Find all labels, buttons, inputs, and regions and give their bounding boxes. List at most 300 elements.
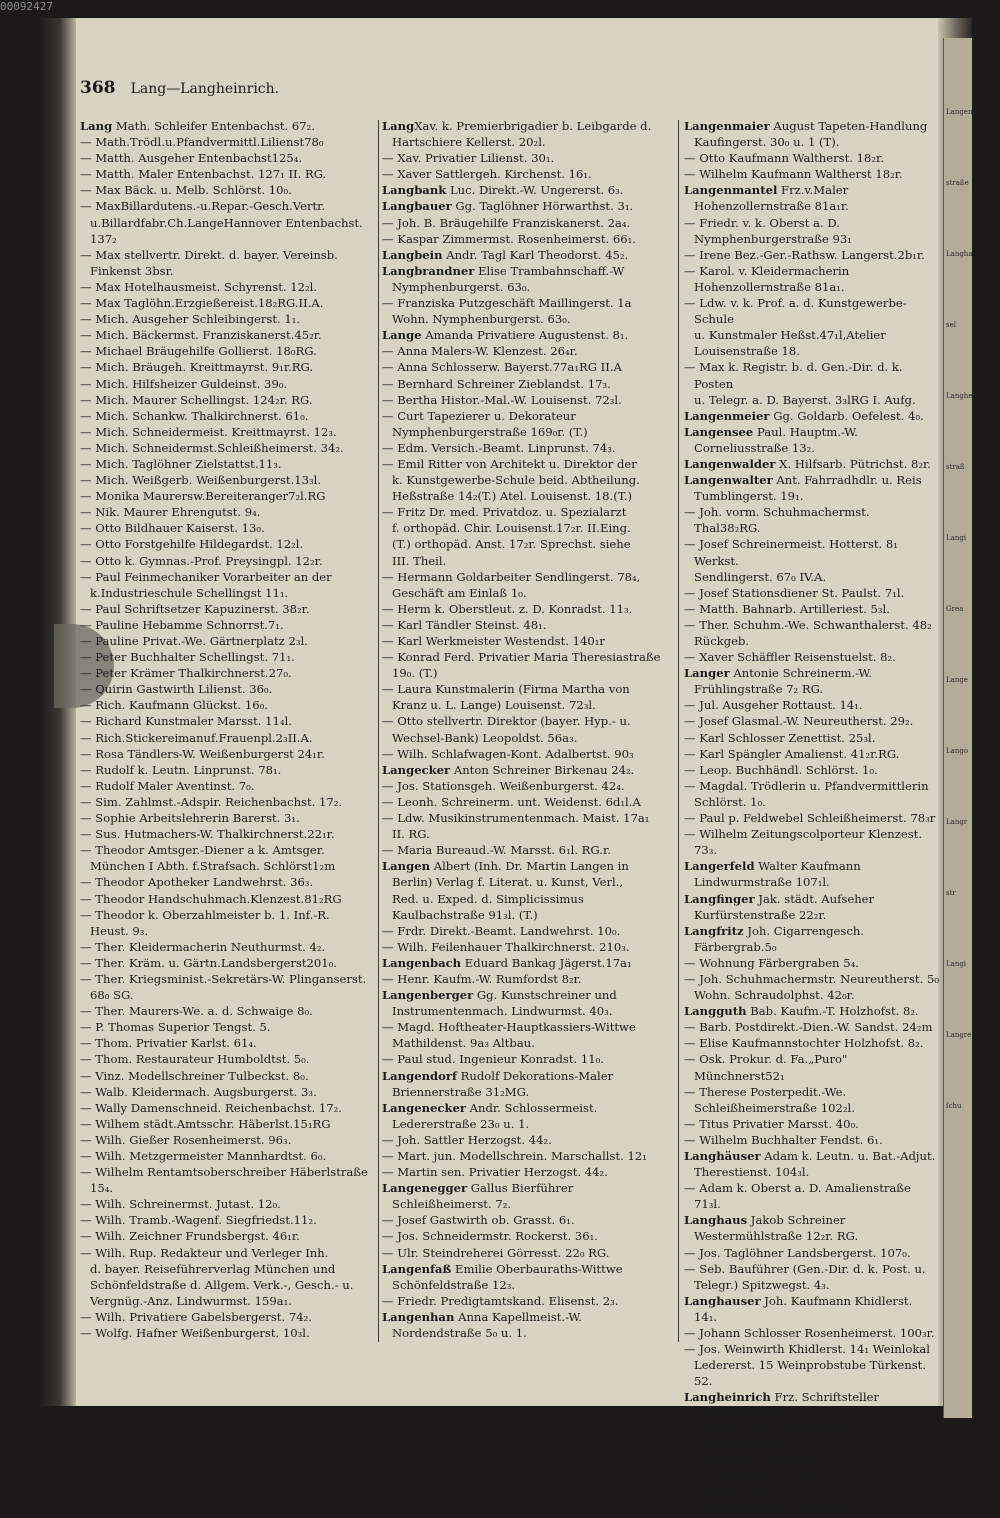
directory-entry <box>80 1116 380 1132</box>
entry-text: Gallus Bierführer Schleißheimerst. 7₂. <box>392 1181 574 1212</box>
directory-entry <box>80 601 380 617</box>
entry-text: — Bernhard Schreiner Zieblandst. 17₃. <box>382 376 611 391</box>
entry-text: Joh. Cigarrengesch. Färbergrab.5₀ <box>694 923 864 954</box>
entry-text: — Mich. Maurer Schellingst. 124₂r. RG. <box>80 392 313 407</box>
entry-text: — Wilh. Tramb.-Wagenf. Siegfriedst.11₂. <box>80 1213 317 1228</box>
directory-entry <box>684 1454 939 1470</box>
directory-column-right <box>684 118 939 1518</box>
surname-heading: Langenwalter <box>684 473 773 488</box>
entry-text: — Therese Posterpedit.-We. Schleißheimerstraße 102₂l. <box>684 1084 855 1115</box>
directory-entry <box>80 955 380 971</box>
directory-entry <box>80 891 380 907</box>
entry-text: Andr. Schlossermeist. Ledererstraße 23₀ u. 1. <box>392 1100 598 1131</box>
directory-entry <box>382 955 674 971</box>
adjacent-page-fragment: Grea <box>946 605 964 613</box>
entry-text: — Josef Glasmal.-W. Neureutherst. 29₂. <box>684 714 914 729</box>
entry-text: — Osk. Prokur. d. Fa.„Puro" Münchnerst52₁ <box>684 1052 848 1083</box>
directory-entry <box>382 778 674 794</box>
directory-entry <box>382 1309 674 1341</box>
directory-entry <box>684 1293 939 1325</box>
entry-text: — Joh. Maler Tulbeckst. 3₂. <box>684 1454 845 1469</box>
entry-text: — Otto Forstgehilfe Hildegardst. 12₂l. <box>80 537 304 552</box>
directory-entry <box>382 359 674 375</box>
entry-text: — Max stellvertr. Direkt. d. bayer. Vereinsb. Finkenst 3bsr. <box>80 247 338 278</box>
entry-text: — Ida Gen.-Dir.-Oberverw.-W. Augustenstraße 71₃ <box>684 1422 856 1453</box>
directory-entry <box>80 295 380 311</box>
entry-text: — Theodor Amtsger.-Diener a k. Amtsger. München I Abth. f.Strafsach. Schlörst1₂m <box>80 843 336 874</box>
directory-entry <box>382 182 674 198</box>
entry-text: — Vinz. Modellschreiner Tulbeckst. 8₀. <box>80 1068 309 1083</box>
directory-entry <box>382 762 674 778</box>
entry-text: Eduard Bankag Jägerst.17a₁ <box>461 955 632 970</box>
surname-heading: Langenbach <box>382 955 462 970</box>
directory-entry <box>80 182 380 198</box>
entry-text: — Mich. Bäckermst. Franziskanerst.45₂r. <box>80 328 322 343</box>
surname-heading: Langbrandner <box>382 263 475 278</box>
directory-entry <box>382 392 674 408</box>
directory-entry <box>80 1325 380 1341</box>
entry-text: — Otto stellvertr. Direktor (bayer. Hyp.- u. Wechsel-Bank) Leopoldst. 56a₃. <box>382 714 631 745</box>
entry-text: — Frdr. Direkt.-Beamt. Landwehrst. 10₀. <box>382 923 621 938</box>
adjacent-page-fragment: Langen <box>946 108 973 116</box>
surname-heading: Langbein <box>382 247 443 262</box>
directory-entry <box>684 1132 939 1148</box>
directory-entry <box>684 923 939 955</box>
adjacent-page-fragment: straß <box>946 463 965 471</box>
entry-text: Frz.v.Maler Hohenzollernstraße 81a₁r. <box>694 183 849 214</box>
column-divider <box>678 120 679 1342</box>
entry-text: — Henr. Kaufm.-W. Rumfordst 8₂r. <box>382 971 582 986</box>
directory-entry <box>684 1084 939 1116</box>
directory-entry <box>684 665 939 697</box>
directory-entry <box>684 1341 939 1389</box>
entry-text: — Sophie Arbeitslehrerin Barerst. 3₁. <box>80 811 300 826</box>
directory-entry <box>684 1212 939 1244</box>
entry-text: — Joh. Sattler Herzogst. 44₂. <box>382 1132 552 1147</box>
entry-text: — Monika Maurersw.Bereiteranger7₂l.RG <box>80 489 326 504</box>
surname-heading: Langbank <box>382 183 447 198</box>
directory-entry <box>80 665 380 681</box>
entry-text: — Theodor k. Oberzahlmeister b. 1. Inf.-R. Heust. 9₃. <box>80 907 330 938</box>
entry-text: — Jul. Ausgeher Rottaust. 14₁. <box>684 698 863 713</box>
directory-entry <box>684 1148 939 1180</box>
directory-entry <box>382 858 674 922</box>
directory-entry <box>80 311 380 327</box>
surname-heading: Lang <box>382 119 415 133</box>
directory-entry <box>684 215 939 247</box>
entry-text: — Max Hotelhausmeist. Schyrenst. 12₂l. <box>80 279 318 294</box>
directory-entry <box>80 939 380 955</box>
entry-text: — Joh. vorm. Schuhmachermst. Thal38₂RG. <box>684 505 870 536</box>
entry-text: Adam k. Leutn. u. Bat.-Adjut. Therestienst. 104₃l. <box>694 1149 936 1180</box>
entry-text: — Curt Tapezierer u. Dekorateur Nymphenburgerstraße 169₀r. (T.) <box>382 408 588 439</box>
entry-text: — Josef Gastwirth ob. Grasst. 6₁. <box>382 1213 575 1228</box>
entry-text: — Ther. Schuhm.-We. Schwanthalerst. 48₂ Rückgeb. <box>684 617 932 648</box>
directory-entry <box>684 810 939 826</box>
directory-entry <box>684 649 939 665</box>
entry-text: — Max Bäck. u. Melb. Schlörst. 10₀. <box>80 183 292 198</box>
entry-text: — Wally Damenschneid. Reichenbachst. 17₂. <box>80 1100 342 1115</box>
directory-entry <box>684 697 939 713</box>
entry-text: Amanda Privatiere Augustenst. 8₁. <box>421 328 629 343</box>
entry-text: — Wilh. Zeichner Frundsbergst. 46₁r. <box>80 1229 300 1244</box>
surname-heading: Langenhan <box>382 1309 455 1324</box>
entry-text: — Wilh. Feilenhauer Thalkirchnerst. 210₃. <box>382 939 630 954</box>
entry-text: — Paul Schriftsetzer Kapuzinerst. 38₂r. <box>80 601 310 616</box>
surname-heading: Langer <box>684 666 730 681</box>
directory-entry <box>684 536 939 584</box>
directory-entry <box>382 713 674 745</box>
directory-entry <box>382 1261 674 1293</box>
entry-text: — Ther. Kleidermacherin Neuthurmst. 4₂. <box>80 939 326 954</box>
entry-text: — Otto Kaufmann Waltherst. 18₂r. <box>684 151 885 166</box>
directory-entry <box>80 488 380 504</box>
book-spine-shadow <box>40 18 76 1406</box>
directory-entry <box>684 456 939 472</box>
entry-text: Ant. Fahrradhdlr. u. Reis Tumblingerst. 19₁. <box>694 473 922 504</box>
entry-text: — MaxBillardutens.-u.Repar.-Gesch.Vertr. u.Billardfabr.Ch.LangeHannover Entenbachst. 137₂ <box>80 199 363 246</box>
entry-text: — Karol. v. Kleidermacherin Hohenzollernstraße 81a₁. <box>684 263 850 294</box>
directory-entry <box>80 697 380 713</box>
directory-entry <box>684 504 939 536</box>
entry-text: — Adam k. Oberst a. D. Amalienstraße 71₃l. <box>684 1181 911 1212</box>
entry-text: — Rich. Kaufmann Glückst. 16₀. <box>80 698 268 713</box>
entry-text: — Paul Feinmechaniker Vorarbeiter an der k.Industrieschule Schellingst 11₁. <box>80 569 332 600</box>
directory-entry <box>684 1116 939 1132</box>
directory-entry <box>80 1084 380 1100</box>
entry-text: — Ldw. Musikinstrumentenmach. Maist. 17a₁ II. RG. <box>382 811 650 842</box>
adjacent-page-fragment: Langhe <box>946 392 973 400</box>
directory-entry <box>382 1148 674 1164</box>
surname-heading: Langfinger <box>684 891 755 906</box>
directory-entry <box>80 746 380 762</box>
entry-text: — Peter Krämer Thalkirchnerst.27₀. <box>80 666 292 681</box>
directory-entry <box>80 1164 380 1196</box>
directory-entry <box>80 440 380 456</box>
directory-entry <box>80 971 380 1003</box>
entry-text: — Mich. Taglöhner Zielstattst.11₃. <box>80 456 282 471</box>
entry-text: — Joh. Schuhmachermstr. Neureutherst. 5₀ Wohn. Schraudolphst. 42₀r. <box>684 971 939 1003</box>
surname-heading: Langen <box>382 859 431 874</box>
surname-heading: Langhauser <box>684 1293 761 1308</box>
entry-text: Frz. Schriftsteller Theresienhöhe 13₂. <box>694 1390 879 1421</box>
directory-entry <box>382 166 674 182</box>
directory-entry <box>80 1051 380 1067</box>
directory-entry <box>382 295 674 327</box>
entry-text: — Theodor Handschuhmach.Klenzest.81₂RG <box>80 891 342 906</box>
directory-entry <box>684 182 939 214</box>
adjacent-page-fragment: Lange <box>946 676 968 684</box>
adjacent-page-fragment: Langi <box>946 960 967 968</box>
page-header <box>80 78 580 102</box>
directory-entry <box>684 891 939 923</box>
directory-entry <box>80 1148 380 1164</box>
directory-entry <box>684 295 939 359</box>
directory-entry <box>382 408 674 440</box>
column-divider <box>378 120 379 1342</box>
directory-entry <box>80 198 380 246</box>
entry-text: — Laura Kunstmalerin (Firma Martha von Kranz u. L. Lange) Louisenst. 72₃l. <box>382 682 630 713</box>
entry-text: — Leonh. Schreinerm. unt. Weidenst. 6d₁l.A <box>382 794 641 809</box>
entry-text: — Max k. Registr. b. d. Gen.-Dir. d. k. Posten u. Telegr. a. D. Bayerst. 3₃lRG I. Aufg. <box>684 360 916 407</box>
entry-text: — Karl Werkmeister Westendst. 140₁r <box>382 634 605 648</box>
running-head: Lang—Langheinrich. <box>130 81 280 97</box>
entry-text: — Paul stud. Ingenieur Konradst. 11₀. <box>382 1052 604 1067</box>
entry-text: Walter Kaufmann Lindwurmstraße 107₁l. <box>694 859 861 890</box>
entry-text: — Ulr. Steindreherei Görresst. 22₀ RG. <box>382 1245 610 1260</box>
entry-text: — Matth. Maler Entenbachst. 127₁ II. RG. <box>80 167 327 182</box>
directory-entry <box>80 713 380 729</box>
directory-entry <box>382 649 674 681</box>
entry-text: — Anna Schlosserw. Bayerst.77a₁RG II.A <box>382 360 622 375</box>
directory-entry <box>684 1035 939 1051</box>
entry-text: — Ldw. v. k. Prof. a. d. Kunstgewerbe-Schule u. Kunstmaler Heßst.47₁l,Atelier Louisenstraße 18. <box>684 296 907 359</box>
entry-text: — Wilh. Privatiere Gabelsbergerst. 74₂. <box>80 1309 312 1324</box>
directory-entry <box>382 440 674 456</box>
directory-entry <box>80 1228 380 1244</box>
directory-entry <box>80 150 380 166</box>
entry-text: — Hermann Goldarbeiter Sendlingerst. 78₄, Geschäft am Einlaß 1₀. <box>382 569 641 600</box>
entry-text: — Seb. Bauführer (Gen.-Dir. d. k. Post. u. Telegr.) Spitzwegst. 4₃. <box>684 1261 926 1292</box>
entry-text: — Nik. Maurer Ehrengutst. 9₄. <box>80 505 261 520</box>
entry-text: Gg. Kunstschreiner und Instrumentenmach. Lindwurmst. 40₃. <box>392 988 617 1019</box>
entry-text: Math. Schleifer Entenbachst. 67₂. <box>112 119 316 133</box>
entry-text: — Wilh. Schlafwagen-Kont. Adalbertst. 90₃ <box>382 746 634 761</box>
directory-entry <box>382 1132 674 1148</box>
entry-text: Jak. städt. Aufseher Kurfürstenstraße 22₂r. <box>694 891 875 922</box>
entry-text: Andr. Tagl Karl Theodorst. 45₂. <box>442 247 629 262</box>
entry-text: — Walb. Kleidermach. Augsburgerst. 3₃. <box>80 1084 317 1099</box>
directory-entry <box>382 1019 674 1051</box>
directory-entry <box>684 778 939 810</box>
directory-entry <box>684 1470 939 1502</box>
directory-entry <box>382 376 674 392</box>
directory-entry <box>382 987 674 1019</box>
directory-entry <box>684 858 939 890</box>
directory-entry <box>80 1212 380 1228</box>
directory-entry <box>382 1068 674 1100</box>
entry-text: — Mich. Ausgeher Schleibingerst. 1₁. <box>80 312 301 327</box>
entry-text: — Wilhelm Rentamtsoberschreiber Häberlstraße 15₄. <box>80 1165 368 1196</box>
directory-entry <box>382 794 674 810</box>
entry-text: — Barb. Postdirekt.-Dien.-W. Sandst. 24₂m <box>684 1020 933 1035</box>
directory-entry <box>80 553 380 569</box>
directory-entry <box>80 826 380 842</box>
directory-entry <box>80 569 380 601</box>
directory-entry <box>80 681 380 697</box>
entry-text: — Sus. Hutmachers-W. Thalkirchnerst.22₁r. <box>80 827 335 842</box>
directory-entry <box>684 1003 939 1019</box>
entry-text: Bab. Kaufm.-T. Holzhofst. 8₂. <box>746 1004 919 1019</box>
directory-entry <box>80 1132 380 1148</box>
entry-text: — Wilhelm Kaufmann Waltherst 18₂r. <box>684 167 903 182</box>
directory-entry <box>382 617 674 633</box>
entry-text: August Tapeten-Handlung Kaufingerst. 30₀ u. 1 (T). <box>694 119 928 150</box>
entry-text: Antonie Schreinerm.-W. Frühlingstraße 7₂ RG. <box>694 666 872 697</box>
directory-entry <box>80 376 380 392</box>
entry-text: — Pauline Hebamme Schnorrst.7₁. <box>80 617 284 632</box>
entry-text: — Kaspar Zimmermst. Rosenheimerst. 66₁. <box>382 231 636 246</box>
scan-corner-id: 00092427 <box>0 0 53 13</box>
directory-entry <box>80 1003 380 1019</box>
entry-text: Anton Schreiner Birkenau 24₂. <box>450 762 635 777</box>
entry-text: Xav. k. Premierbrigadier b. Leibgarde d. Hartschiere Kellerst. 20₂l. <box>392 119 652 150</box>
directory-entry <box>382 810 674 842</box>
entry-text: — Michael Bräugehilfe Gollierst. 18₀RG. <box>80 344 317 359</box>
surname-heading: Langhäuser <box>684 1149 761 1163</box>
entry-text: — Rosa Tändlers-W. Weißenburgerst 24₁r. <box>80 746 325 761</box>
entry-text: — Max Taglöhn.Erzgießereist.18₂RG.II.A. <box>80 296 324 311</box>
entry-text: Elise Trambahnschaff.-W Nymphenburgerst. 63₀. <box>392 263 625 294</box>
entry-text: — Karl Kaufmann Schulst. 12₃. <box>684 1503 866 1518</box>
directory-entry <box>684 359 939 407</box>
entry-text: — Jos. Weinwirth Khidlerst. 14₁ Weinlokal Ledererst. 15 Weinprobstube Türkenst. 52. <box>684 1342 930 1389</box>
entry-text: — Irene Bez.-Ger.-Rathsw. Langerst.2b₁r. <box>684 247 925 262</box>
entry-text: — Wilhem städt.Amtsschr. Häberlst.15₁RG <box>80 1116 331 1131</box>
directory-entry <box>80 1068 380 1084</box>
surname-heading: Langhaus <box>684 1213 748 1228</box>
entry-text: — Konrad Ferd. Privatier Maria Theresiastraße 19₀. (T.) <box>382 650 661 681</box>
directory-entry <box>80 472 380 488</box>
directory-entry <box>80 408 380 424</box>
entry-text: Luc. Direkt.-W. Ungererst. 6₃. <box>446 183 624 198</box>
directory-entry <box>80 359 380 375</box>
surname-heading: Langenfaß <box>382 1261 452 1276</box>
directory-entry <box>382 939 674 955</box>
directory-entry <box>684 1502 939 1518</box>
entry-text: — Mart. jun. Modellschrein. Marschallst. 12₁ <box>382 1149 647 1163</box>
entry-text: — Magd. Hoftheater-Hauptkassiers-Wittwe Mathildenst. 9a₃ Altbau. <box>382 1020 636 1051</box>
directory-entry <box>382 215 674 231</box>
adjacent-page-fragment: Langha <box>946 250 973 258</box>
entry-text: — Josef Stationsdiener St. Paulst. 7₁l. <box>684 585 905 600</box>
entry-text: — Jos. Stationsgeh. Weißenburgerst. 42₄. <box>382 778 625 793</box>
entry-text: Rudolf Dekorations-Maler Briennerstraße 31₂MG. <box>392 1068 614 1099</box>
adjacent-page-fragment: Langre <box>946 1031 972 1039</box>
directory-entry <box>684 150 939 166</box>
entry-text: — Franziska Putzgeschäft Maillingerst. 1a Wohn. Nymphenburgerst. 63₀. <box>382 296 632 327</box>
directory-entry <box>80 536 380 552</box>
directory-entry <box>80 504 380 520</box>
entry-text: — Anna Malers-W. Klenzest. 26₄r. <box>382 344 578 359</box>
directory-entry <box>80 392 380 408</box>
directory-entry <box>80 810 380 826</box>
entry-text: — Xaver Schäffler Reisenstuelst. 8₂. <box>684 650 896 665</box>
entry-text: — Friedr. v. k. Oberst a. D. Nymphenburgerstraße 93₁ <box>684 215 852 246</box>
directory-entry <box>382 569 674 601</box>
adjacent-page-fragment: sel <box>946 321 956 329</box>
directory-entry <box>684 1019 939 1035</box>
entry-text: — Quirin Gastwirth Lilienst. 36₀. <box>80 682 273 697</box>
surname-heading: Langenegger <box>382 1181 468 1196</box>
directory-entry <box>382 1245 674 1261</box>
directory-entry <box>80 1196 380 1212</box>
entry-text: X. Hilfsarb. Pütrichst. 8₂r. <box>775 456 931 471</box>
entry-text: — Mich. Hilfsheizer Guldeinst. 39₀. <box>80 376 288 391</box>
entry-text: — Johann Schlosser Rosenheimerst. 100₃r. <box>684 1326 935 1341</box>
surname-heading: Langenmeier <box>684 408 770 423</box>
directory-entry <box>684 1051 939 1083</box>
entry-text: — Martin sen. Privatier Herzogst. 44₂. <box>382 1165 608 1180</box>
directory-entry <box>80 166 380 182</box>
directory-entry <box>684 601 939 617</box>
directory-entry <box>80 762 380 778</box>
entry-text: — Rich.Stickereimanuf.Frauenpl.2₃II.A. <box>80 730 313 745</box>
entry-text: — Math.Trödl.u.Pfandvermittl.Lilienst78₀ <box>80 135 324 150</box>
surname-heading: Langheinrich <box>684 1390 771 1405</box>
directory-entry <box>684 826 939 858</box>
directory-entry <box>382 746 674 762</box>
directory-entry <box>382 1051 674 1067</box>
directory-entry <box>382 633 674 649</box>
directory-entry <box>382 1228 674 1244</box>
entry-text: — Ther. Kräm. u. Gärtn.Landsbergerst201₀. <box>80 955 337 970</box>
directory-entry <box>382 263 674 295</box>
entry-text: — Wilhelm Buchhalter Fendst. 6₁. <box>684 1132 883 1147</box>
surname-heading: Langenmaier <box>684 119 770 133</box>
entry-text: — Ther. Maurers-We. a. d. Schwaige 8₀. <box>80 1004 313 1019</box>
entry-text: — Mich. Schneidermst.Schleißheimerst. 34₂. <box>80 440 344 455</box>
directory-entry <box>80 1309 380 1325</box>
entry-text: Joh. Kaufmann Khidlerst. 14₁. <box>694 1293 913 1324</box>
entry-text: — Maria Bureaud.-W. Marsst. 6₁l. RG.r. <box>382 843 611 858</box>
adjacent-page-fragment: Langr <box>946 818 968 826</box>
entry-text: — Joh. B. Bräugehilfe Franziskanerst. 2a₄. <box>382 215 631 230</box>
directory-entry <box>684 472 939 504</box>
entry-text: — Friedr. Predigtamtskand. Elisenst. 2₃. <box>382 1293 619 1308</box>
entry-text: — Paul p. Feldwebel Schleißheimerst. 78₃r <box>684 811 936 826</box>
entry-text: — P. Thomas Superior Tengst. 5. <box>80 1020 271 1035</box>
surname-heading: Langensee <box>684 424 754 439</box>
entry-text: — Mich. Bräugeh. Kreittmayrst. 9₁r.RG. <box>80 360 314 375</box>
adjacent-page-fragment: straße <box>946 179 969 187</box>
entry-text: Emilie Oberbauraths-Wittwe Schönfeldstraße 12₃. <box>392 1261 623 1292</box>
entry-text: — Karl Schlosser Zenettist. 25₃l. <box>684 730 876 745</box>
entry-text: — Xaver Sattlergeh. Kirchenst. 16₁. <box>382 167 592 182</box>
entry-text: — Matth. Bahnarb. Artilleriest. 5₃l. <box>684 601 890 616</box>
entry-text: — Jos. Taglöhner Landsbergerst. 107₀. <box>684 1245 911 1260</box>
directory-entry <box>684 746 939 762</box>
directory-entry <box>684 1180 939 1212</box>
entry-text: — Wilh. Schreinermst. Jutast. 12₀. <box>80 1197 281 1212</box>
directory-entry <box>80 730 380 746</box>
surname-heading: Langguth <box>684 1004 747 1019</box>
directory-entry <box>684 408 939 424</box>
directory-entry <box>382 504 674 568</box>
entry-text: — Elise Kaufmannstochter Holzhofst. 8₂. <box>684 1036 924 1051</box>
surname-heading: Langerfeld <box>684 859 755 874</box>
entry-text: Albert (Inh. Dr. Martin Langen in Berlin) Verlag f. Literat. u. Kunst, Verl., Red. u. Exped. d. Simplicissimus Kaulbachstraße 91₃l. (T.) <box>392 859 629 922</box>
surname-heading: Langendorf <box>382 1068 457 1083</box>
adjacent-page-edge <box>943 38 972 1418</box>
directory-entry <box>382 1164 674 1180</box>
directory-column-left <box>80 118 380 1398</box>
directory-entry <box>684 166 939 182</box>
directory-entry <box>382 1212 674 1228</box>
directory-entry <box>80 134 380 150</box>
directory-entry <box>80 456 380 472</box>
directory-entry <box>684 1245 939 1261</box>
directory-entry <box>382 343 674 359</box>
directory-entry <box>382 198 674 214</box>
directory-entry <box>80 649 380 665</box>
entry-text: — Karl Spängler Amalienst. 41₂r.RG. <box>684 746 900 761</box>
directory-entry <box>684 424 939 456</box>
directory-entry <box>80 617 380 633</box>
surname-heading: Langfritz <box>684 923 744 938</box>
directory-entry <box>684 1261 939 1293</box>
entry-text: Anna Kapellmeist.-W. Nordendstraße 5₀ u. 1. <box>392 1309 582 1341</box>
